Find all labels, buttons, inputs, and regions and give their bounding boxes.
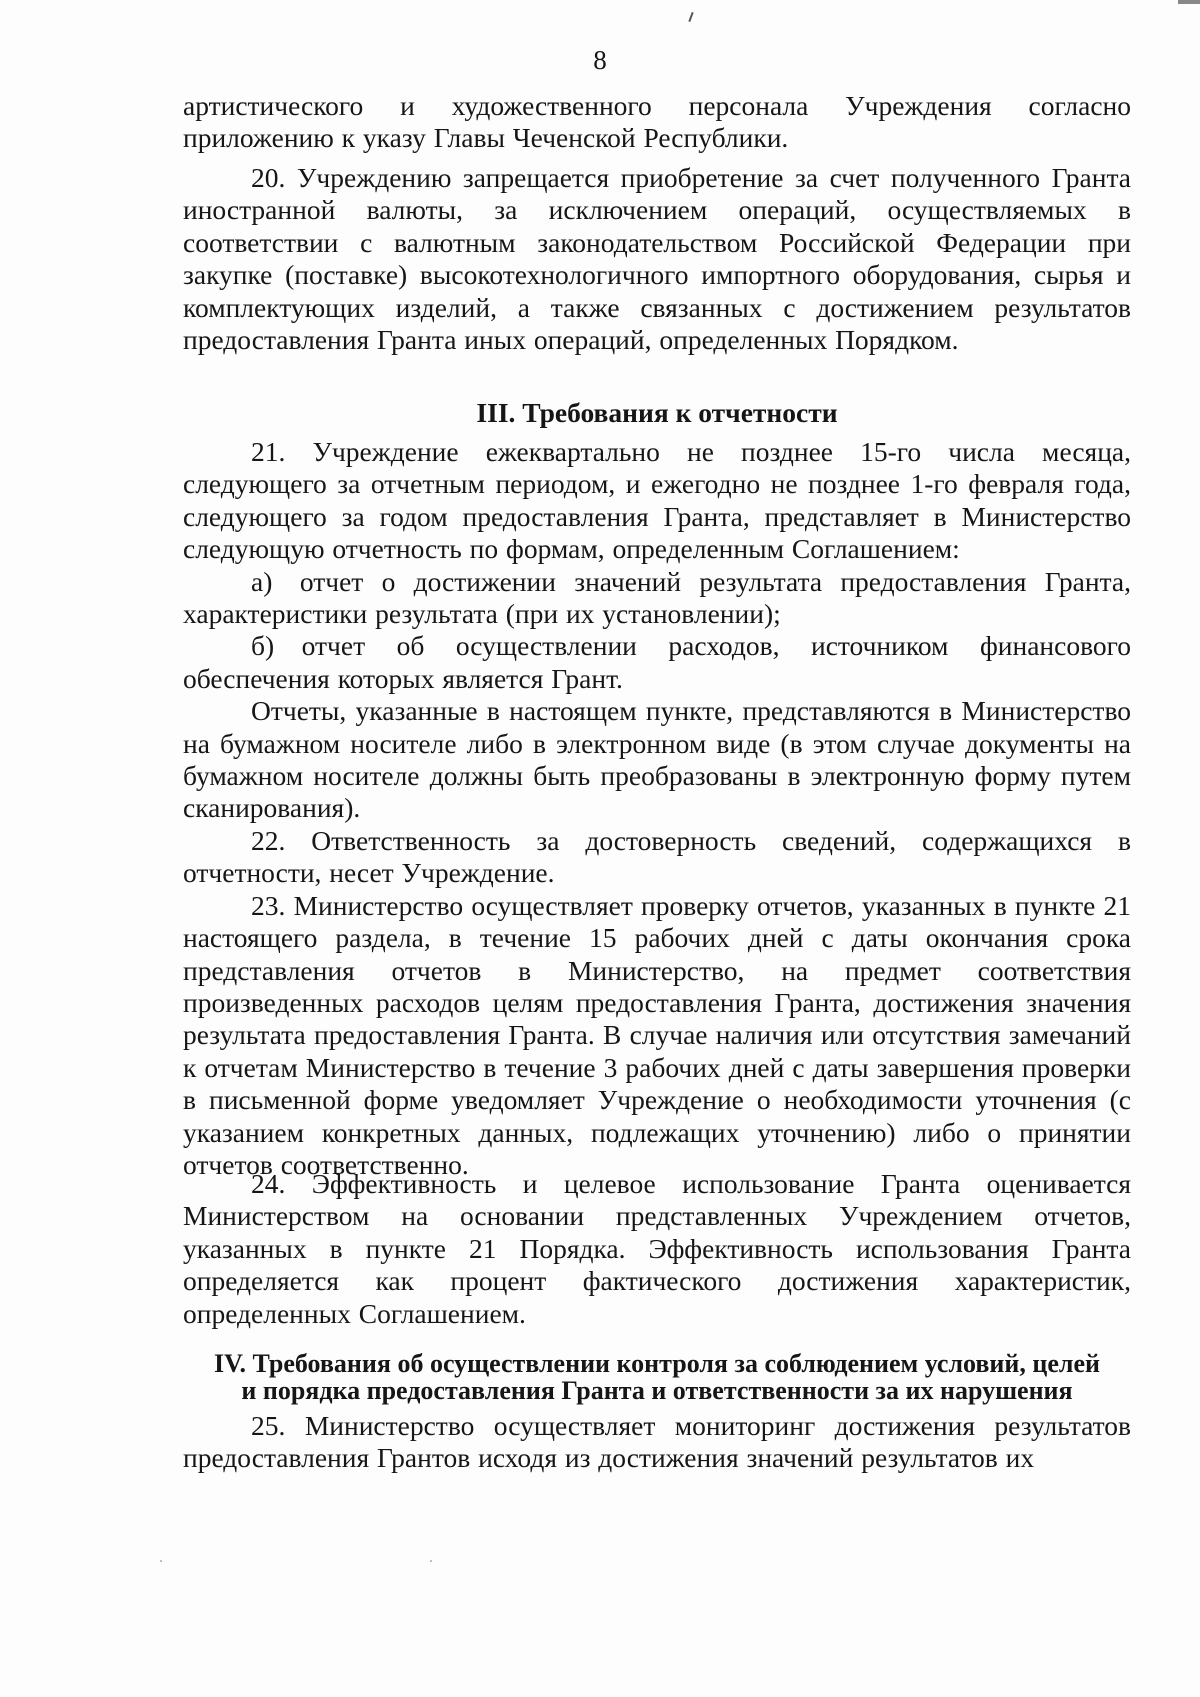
paragraph-text: б) отчет об осуществлении расходов, источником финансового обеспечения которых является Грант. — [183, 630, 1131, 694]
paragraph-continuation — [183, 90, 1131, 155]
section-heading: III. Требования к отчетности — [476, 397, 838, 428]
scan-artifact — [1178, 0, 1200, 4]
scan-artifact — [160, 1560, 162, 1562]
paragraph-text: 22. Ответственность за достоверность сведений, содержащихся в отчетности, несет Учреждение. — [183, 824, 1131, 889]
section-heading-line: IV. Требования об осуществлении контроля за соблюдением условий, целей — [213, 1349, 1101, 1378]
paragraph-text: 21. Учреждение ежеквартально не позднее 15-го числа месяца, следующего за отчетным периодом, и ежегодно не позднее 1-го февраля года, следующего за годом предоставления Гранта, представляет в Министерство следующую отчетность по формам, определенным Соглашением: — [183, 436, 1131, 565]
paragraph-20 — [183, 162, 1131, 356]
paragraph-text: а) отчет о достижении значений результата предоставления Гранта, характеристики результата (при их установлении); — [183, 565, 1131, 630]
paragraph-24 — [183, 1168, 1131, 1330]
scan-artifact — [430, 1560, 432, 1562]
section-heading-3 — [183, 398, 1131, 428]
paragraph-text: артистического и художественного персонала Учреждения согласно приложению к указу Главы Чеченской Республики. — [183, 90, 1131, 154]
section-heading-line: и порядка предоставления Гранта и ответственности за их нарушения — [241, 1376, 1073, 1405]
scan-artifact — [688, 12, 693, 22]
paragraph-text: Отчеты, указанные в настоящем пункте, представляются в Министерство на бумажном носителе либо в электронном виде (в этом случае документы на бумажном носителе должны быть преобразованы в электронную форму путем сканирования). — [183, 695, 1131, 824]
page-number: 8 — [593, 45, 607, 75]
paragraph-21 — [183, 436, 1131, 1181]
section-heading-4 — [183, 1350, 1131, 1404]
paragraph-text: 23. Министерство осуществляет проверку отчетов, указанных в пункте 21 настоящего раздела, в течение 15 рабочих дней с даты окончания срока представления отчетов в Министерство, на предмет соответствия произведенных расходов целям предоставления Гранта, достижения значения результата предоставления Гранта. В случае наличия или отсутствия замечаний к отчетам Министерство в течение 3 рабочих дней с даты завершения проверки в письменной форме уведомляет Учреждение о необходимости уточнения (с указанием конкретных данных, подлежащих уточнению) либо о принятии отчетов соответственно. — [183, 889, 1131, 1180]
paragraph-25 — [183, 1410, 1131, 1475]
paragraph-text: 24. Эффективность и целевое использование Гранта оценивается Министерством на основании представленных Учреждением отчетов, указанных в пункте 21 Порядка. Эффективность использования Гранта определяется как процент фактического достижения характеристик, определенных Соглашением. — [183, 1168, 1131, 1329]
paragraph-text: 20. Учреждению запрещается приобретение за счет полученного Гранта иностранной валюты, за исключением операций, осуществляемых в соответствии с валютным законодательством Российской Федерации при закупке (поставке) высокотехнологичного импортного оборудования, сырья и комплектующих изделий, а также связанных с достижением результатов предоставления Гранта иных операций, определенных Порядком. — [183, 162, 1131, 356]
paragraph-text: 25. Министерство осуществляет мониторинг достижения результатов предоставления Грантов исходя из достижения значений результатов их — [183, 1410, 1131, 1474]
